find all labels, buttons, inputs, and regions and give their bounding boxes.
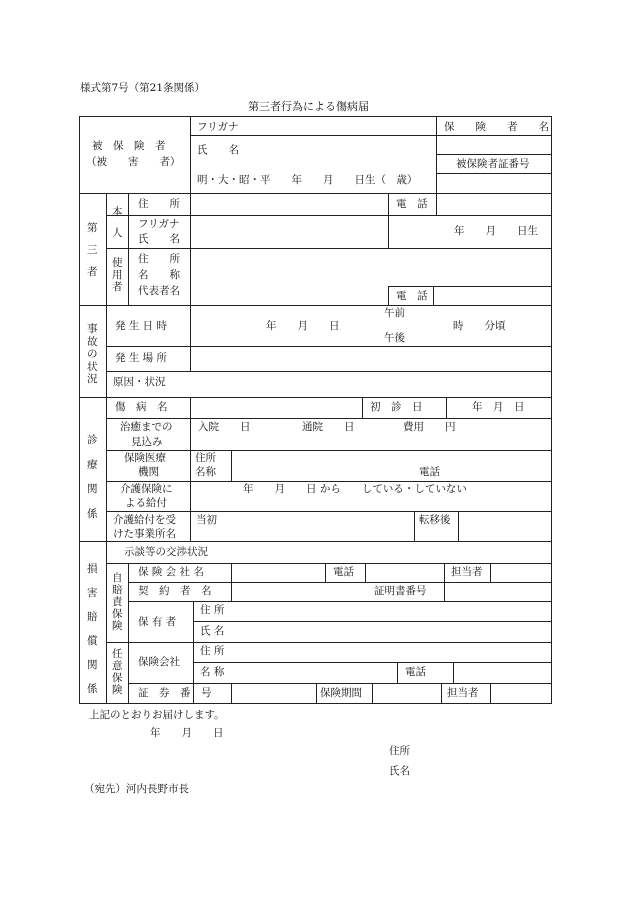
inpatient-days: 入院 日 (198, 421, 251, 433)
nini-char: 険 (112, 684, 123, 697)
third-party-char: 第 (87, 222, 98, 234)
medical-char: 診 (87, 434, 98, 446)
accident-cause-label: 原因・状況 (113, 376, 166, 388)
care-insurance-period: 年 月 日 から している・していない (243, 483, 467, 495)
contractor-name-label: 契 約 者 名 (138, 585, 212, 597)
nini-char: 任 (112, 648, 123, 660)
care-office-label-1: 介護給付を受 (113, 514, 176, 526)
accident-pm: 午後 (384, 332, 405, 344)
damages-group-label (87, 558, 98, 702)
insured-furigana-label: フリガナ (197, 121, 239, 133)
damages-char: 害 (87, 586, 98, 599)
damages-char: 損 (87, 563, 98, 575)
accident-char: の (87, 348, 98, 361)
jibai-char: 責 (112, 596, 123, 609)
medical-cost: 費用 円 (403, 421, 456, 433)
institution-name-label: 名称 (195, 466, 216, 478)
jibai-char: 自 (112, 572, 123, 584)
voluntary-address-label: 住 所 (200, 645, 225, 657)
insured-label: 被 保 険 者 (92, 140, 166, 152)
third-party-group-label (87, 217, 98, 283)
damages-char: 関 (87, 658, 98, 671)
medical-char: 療 (87, 458, 98, 471)
voluntary-phone-label: 電話 (405, 666, 426, 678)
owner-address-label: 住 所 (200, 604, 225, 616)
employer-char: 用 (112, 269, 123, 282)
insured-name-label: 氏 名 (197, 144, 239, 156)
owner-name-label: 氏 名 (200, 625, 225, 637)
third-party-char: 者 (87, 266, 98, 279)
medical-group-label (87, 428, 98, 527)
third-party-name-label: 氏 名 (138, 233, 180, 245)
applicant-address-label: 住所 (389, 745, 410, 757)
medical-char: 係 (87, 508, 98, 521)
first-visit-date: 年 月 日 (472, 401, 525, 413)
accident-time: 時 分頃 (453, 320, 506, 332)
owner-label: 保 有 者 (138, 616, 177, 628)
third-party-address-label: 住 所 (138, 198, 180, 210)
medical-char: 関 (87, 483, 98, 496)
third-party-phone-label: 電 話 (396, 198, 428, 210)
accident-char: 故 (87, 335, 98, 348)
care-insurance-label-2: よる給付 (125, 497, 167, 509)
employer-address-label: 住 所 (138, 253, 180, 265)
third-party-furigana-label: フリガナ (138, 218, 180, 230)
institution-address-label: 住所 (195, 452, 216, 464)
person-char: 本 (112, 206, 123, 218)
accident-am: 午前 (384, 307, 405, 319)
employer-char: 使 (112, 257, 123, 269)
voluntary-staff-label: 担当者 (447, 687, 479, 699)
voluntary-name-label: 名 称 (200, 666, 225, 678)
institution-label-1: 保険医療 (124, 452, 166, 464)
accident-datetime-label: 発 生 日 時 (115, 320, 168, 332)
jibai-char: 保 (112, 608, 123, 621)
care-insurance-label-1: 介護保険に (120, 483, 173, 495)
employer-name-label: 名 称 (138, 269, 180, 281)
negotiation-status-label: 示談等の交渉状況 (124, 546, 208, 558)
submission-notice: 上記のとおりお届けします。 (89, 709, 225, 721)
form-number: 様式第7号（第21条関係） (80, 82, 206, 94)
institution-phone-label: 電話 (419, 466, 440, 478)
accident-char: 状 (87, 360, 98, 373)
nini-char: 意 (112, 660, 123, 673)
insurance-period-label: 保険期間 (320, 687, 362, 699)
injury-name-label: 傷 病 名 (115, 401, 168, 413)
compulsory-insurance-label (112, 572, 123, 632)
care-office-initial: 当初 (196, 514, 217, 526)
certificate-number-label: 証明書番号 (374, 585, 427, 597)
compulsory-phone-label: 電話 (333, 566, 354, 578)
accident-char: 事 (87, 323, 98, 335)
submission-date: 年 月 日 (150, 727, 224, 739)
cure-estimate-label-1: 治癒までの (120, 421, 173, 433)
accident-date: 年 月 日 (266, 320, 340, 332)
accident-group-label (87, 323, 98, 386)
damages-char: 賠 (87, 610, 98, 623)
jibai-char: 険 (112, 620, 123, 633)
compulsory-staff-label: 担当者 (451, 566, 483, 578)
employer-label (112, 257, 123, 293)
employer-rep-label: 代表者名 (138, 285, 180, 297)
third-party-person-label (112, 202, 123, 244)
third-party-char: 三 (87, 244, 98, 257)
damages-char: 償 (87, 634, 98, 647)
insurance-company-label: 保 険 会 社 名 (138, 566, 204, 578)
institution-label-2: 機関 (138, 466, 159, 478)
jibai-char: 賠 (112, 584, 123, 597)
insured-birth-label: 明・大・昭・平 年 月 日生（ 歳） (197, 174, 418, 186)
cure-estimate-label-2: 見込み (131, 436, 163, 448)
form-title: 第三者行為による傷病届 (248, 100, 369, 113)
accident-char: 況 (87, 373, 98, 386)
third-party-birth-label: 年 月 日生 (454, 225, 538, 237)
employer-phone-label: 電 話 (396, 290, 428, 302)
outpatient-days: 通院 日 (302, 421, 355, 433)
person-char: 人 (112, 227, 123, 239)
insurer-name-label: 保 険 者 名 (444, 121, 549, 133)
first-visit-label: 初 診 日 (370, 401, 423, 413)
damages-char: 係 (87, 682, 98, 695)
policy-number-label: 証 券 番 号 (138, 687, 212, 699)
victim-label: （被 害 者） (86, 156, 181, 168)
insured-cert-number-label: 被保険者証番号 (456, 158, 530, 170)
accident-place-label: 発 生 場 所 (115, 352, 168, 364)
care-office-transfer: 転移後 (419, 514, 451, 526)
voluntary-company-label: 保険会社 (138, 656, 180, 668)
voluntary-insurance-label (112, 648, 123, 696)
addressee: （宛先）河内長野市長 (84, 783, 189, 795)
care-office-label-2: けた事業所名 (113, 528, 176, 540)
applicant-name-label: 氏名 (389, 765, 410, 777)
employer-char: 者 (112, 281, 123, 294)
nini-char: 保 (112, 672, 123, 685)
